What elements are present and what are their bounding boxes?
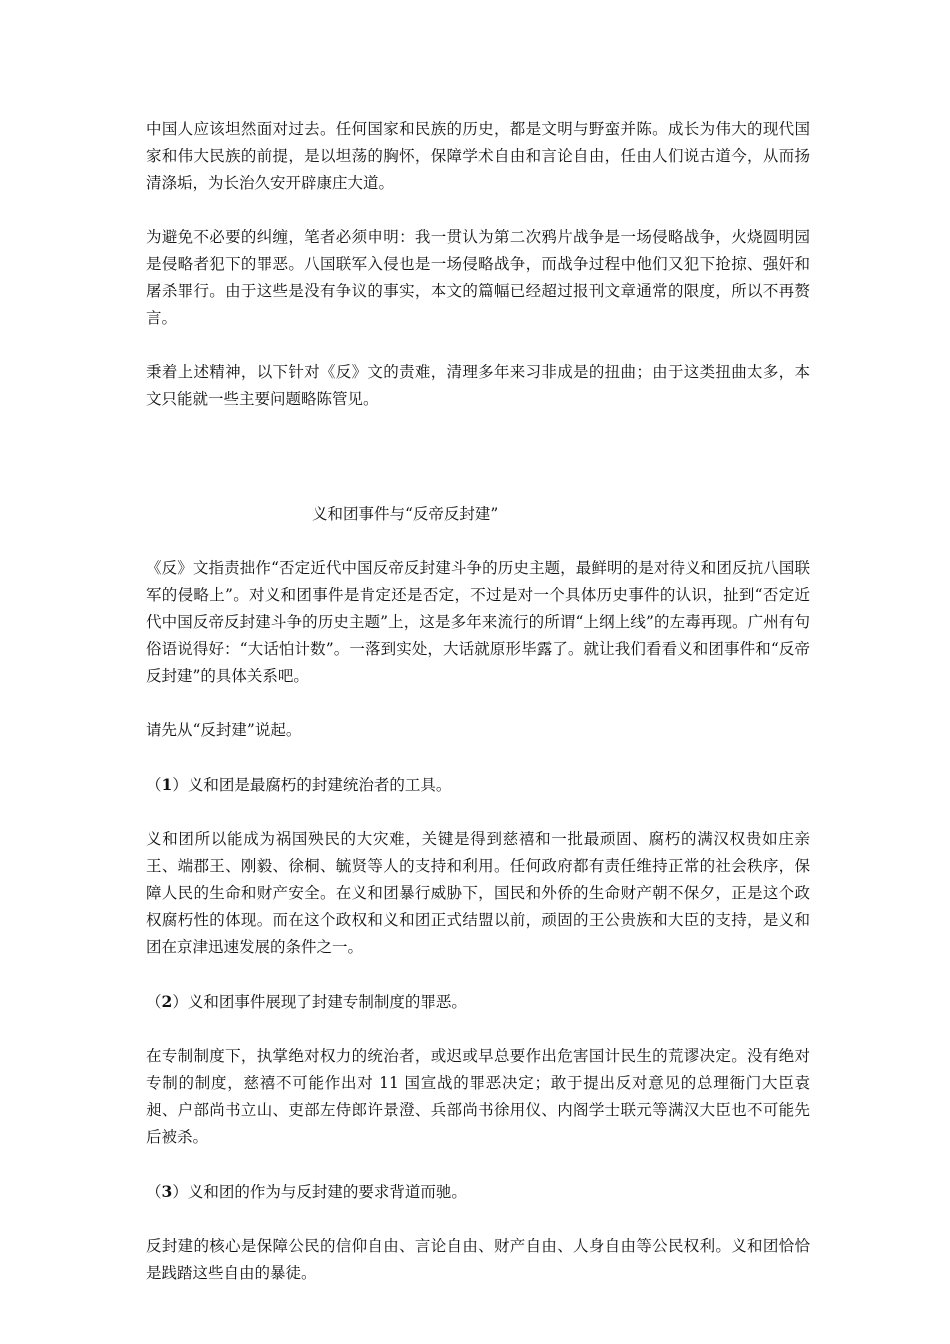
paragraph-core: 反封建的核心是保障公民的信仰自由、言论自由、财产自由、人身自由等公民权利。义和团恰恰是践踏这些自由的暴徒。 [146, 1237, 810, 1282]
paragraph-accusation: 《反》文指责拙作“否定近代中国反帝反封建斗争的历史主题，最鲜明的是对待义和团反抗八国联军的侵略上”。对义和团事件是肯定还是否定，不过是对一个具体历史事件的认识，扯到“否定近代中国反帝反封建斗争的历史主题”上，这是多年来流行的所谓“上纲上线”的左毒再现。广州有句俗语说得好：“大话怕计数”。一落到实处，大话就原形毕露了。就让我们看看义和团事件和“反帝反封建”的具体关系吧。 [146, 559, 810, 685]
list-item-3-open: （ [146, 1183, 162, 1201]
list-item-1-open: （ [146, 776, 162, 794]
list-item-1 [146, 771, 810, 799]
paragraph-gap [146, 332, 810, 359]
paragraph-gap [146, 1016, 810, 1043]
list-item-3-text: ）义和团的作为与反封建的要求背道而驰。 [172, 1183, 467, 1201]
paragraph-intro: 中国人应该坦然面对过去。任何国家和民族的历史，都是文明与野蛮并陈。成长为伟大的现代国家和伟大民族的前提，是以坦荡的胸怀，保障学术自由和言论自由，任由人们说古道今，从而扬清涤垢，为长治久安开辟康庄大道。 [146, 120, 810, 192]
paragraph-gap [146, 799, 810, 826]
list-item-1-text: ）义和团是最腐朽的封建统治者的工具。 [172, 776, 452, 794]
list-item-2-text: ）义和团事件展现了封建专制制度的罪恶。 [172, 993, 467, 1011]
paragraph-gap [146, 744, 810, 771]
paragraph-despotism: 在专制制度下，执掌绝对权力的统治者，或迟或早总要作出危害国计民生的荒谬决定。没有绝对专制的制度，慈禧不可能作出对 11 国宣战的罪恶决定；敢于提出反对意见的总理衙门大臣袁昶、户部尚书立山、吏部左侍郎许景澄、兵部尚书徐用仪、内阁学士联元等满汉大臣也不可能先后被杀。 [146, 1047, 810, 1146]
list-item-3-number: 3 [161, 1182, 173, 1201]
paragraph-tool: 义和团所以能成为祸国殃民的大灾难，关键是得到慈禧和一批最顽固、腐朽的满汉权贵如庄亲王、端郡王、刚毅、徐桐、毓贤等人的支持和利用。任何政府都有责任维持正常的社会秩序，保障人民的生命和财产安全。在义和团暴行威胁下，国民和外侨的生命财产朝不保夕，正是这个政权腐朽性的体现。而在这个政权和义和团正式结盟以前，顽固的王公贵族和大臣的支持，是义和团在京津迅速发展的条件之一。 [146, 830, 810, 956]
paragraph-gap [146, 197, 810, 224]
list-item-2 [146, 988, 810, 1016]
paragraph-disclaimer: 为避免不必要的纠缠，笔者必须申明：我一贯认为第二次鸦片战争是一场侵略战争，火烧圆明园是侵略者犯下的罪恶。八国联军入侵也是一场侵略战争，而战争过程中他们又犯下抢掠、强奸和屠杀罪行。由于这些是没有争议的事实，本文的篇幅已经超过报刊文章通常的限度，所以不再赘言。 [146, 228, 810, 327]
list-item-2-number: 2 [161, 992, 173, 1011]
paragraph-gap [146, 528, 810, 555]
section-heading: 义和团事件与“反帝反封建” [312, 505, 499, 523]
paragraph-spirit: 秉着上述精神，以下针对《反》文的责难，清理多年来习非成是的扭曲；由于这类扭曲太多，本文只能就一些主要问题略陈管见。 [146, 363, 810, 408]
list-item-3 [146, 1178, 810, 1206]
paragraph-gap [146, 690, 810, 717]
paragraph-gap [146, 961, 810, 988]
document-body [146, 116, 810, 1287]
paragraph-start-antifeudal: 请先从“反封建”说起。 [146, 721, 302, 739]
list-item-2-open: （ [146, 993, 162, 1011]
paragraph-gap [146, 1151, 810, 1178]
paragraph-gap [146, 1206, 810, 1233]
list-item-1-number: 1 [161, 775, 173, 794]
section-gap [146, 413, 810, 501]
